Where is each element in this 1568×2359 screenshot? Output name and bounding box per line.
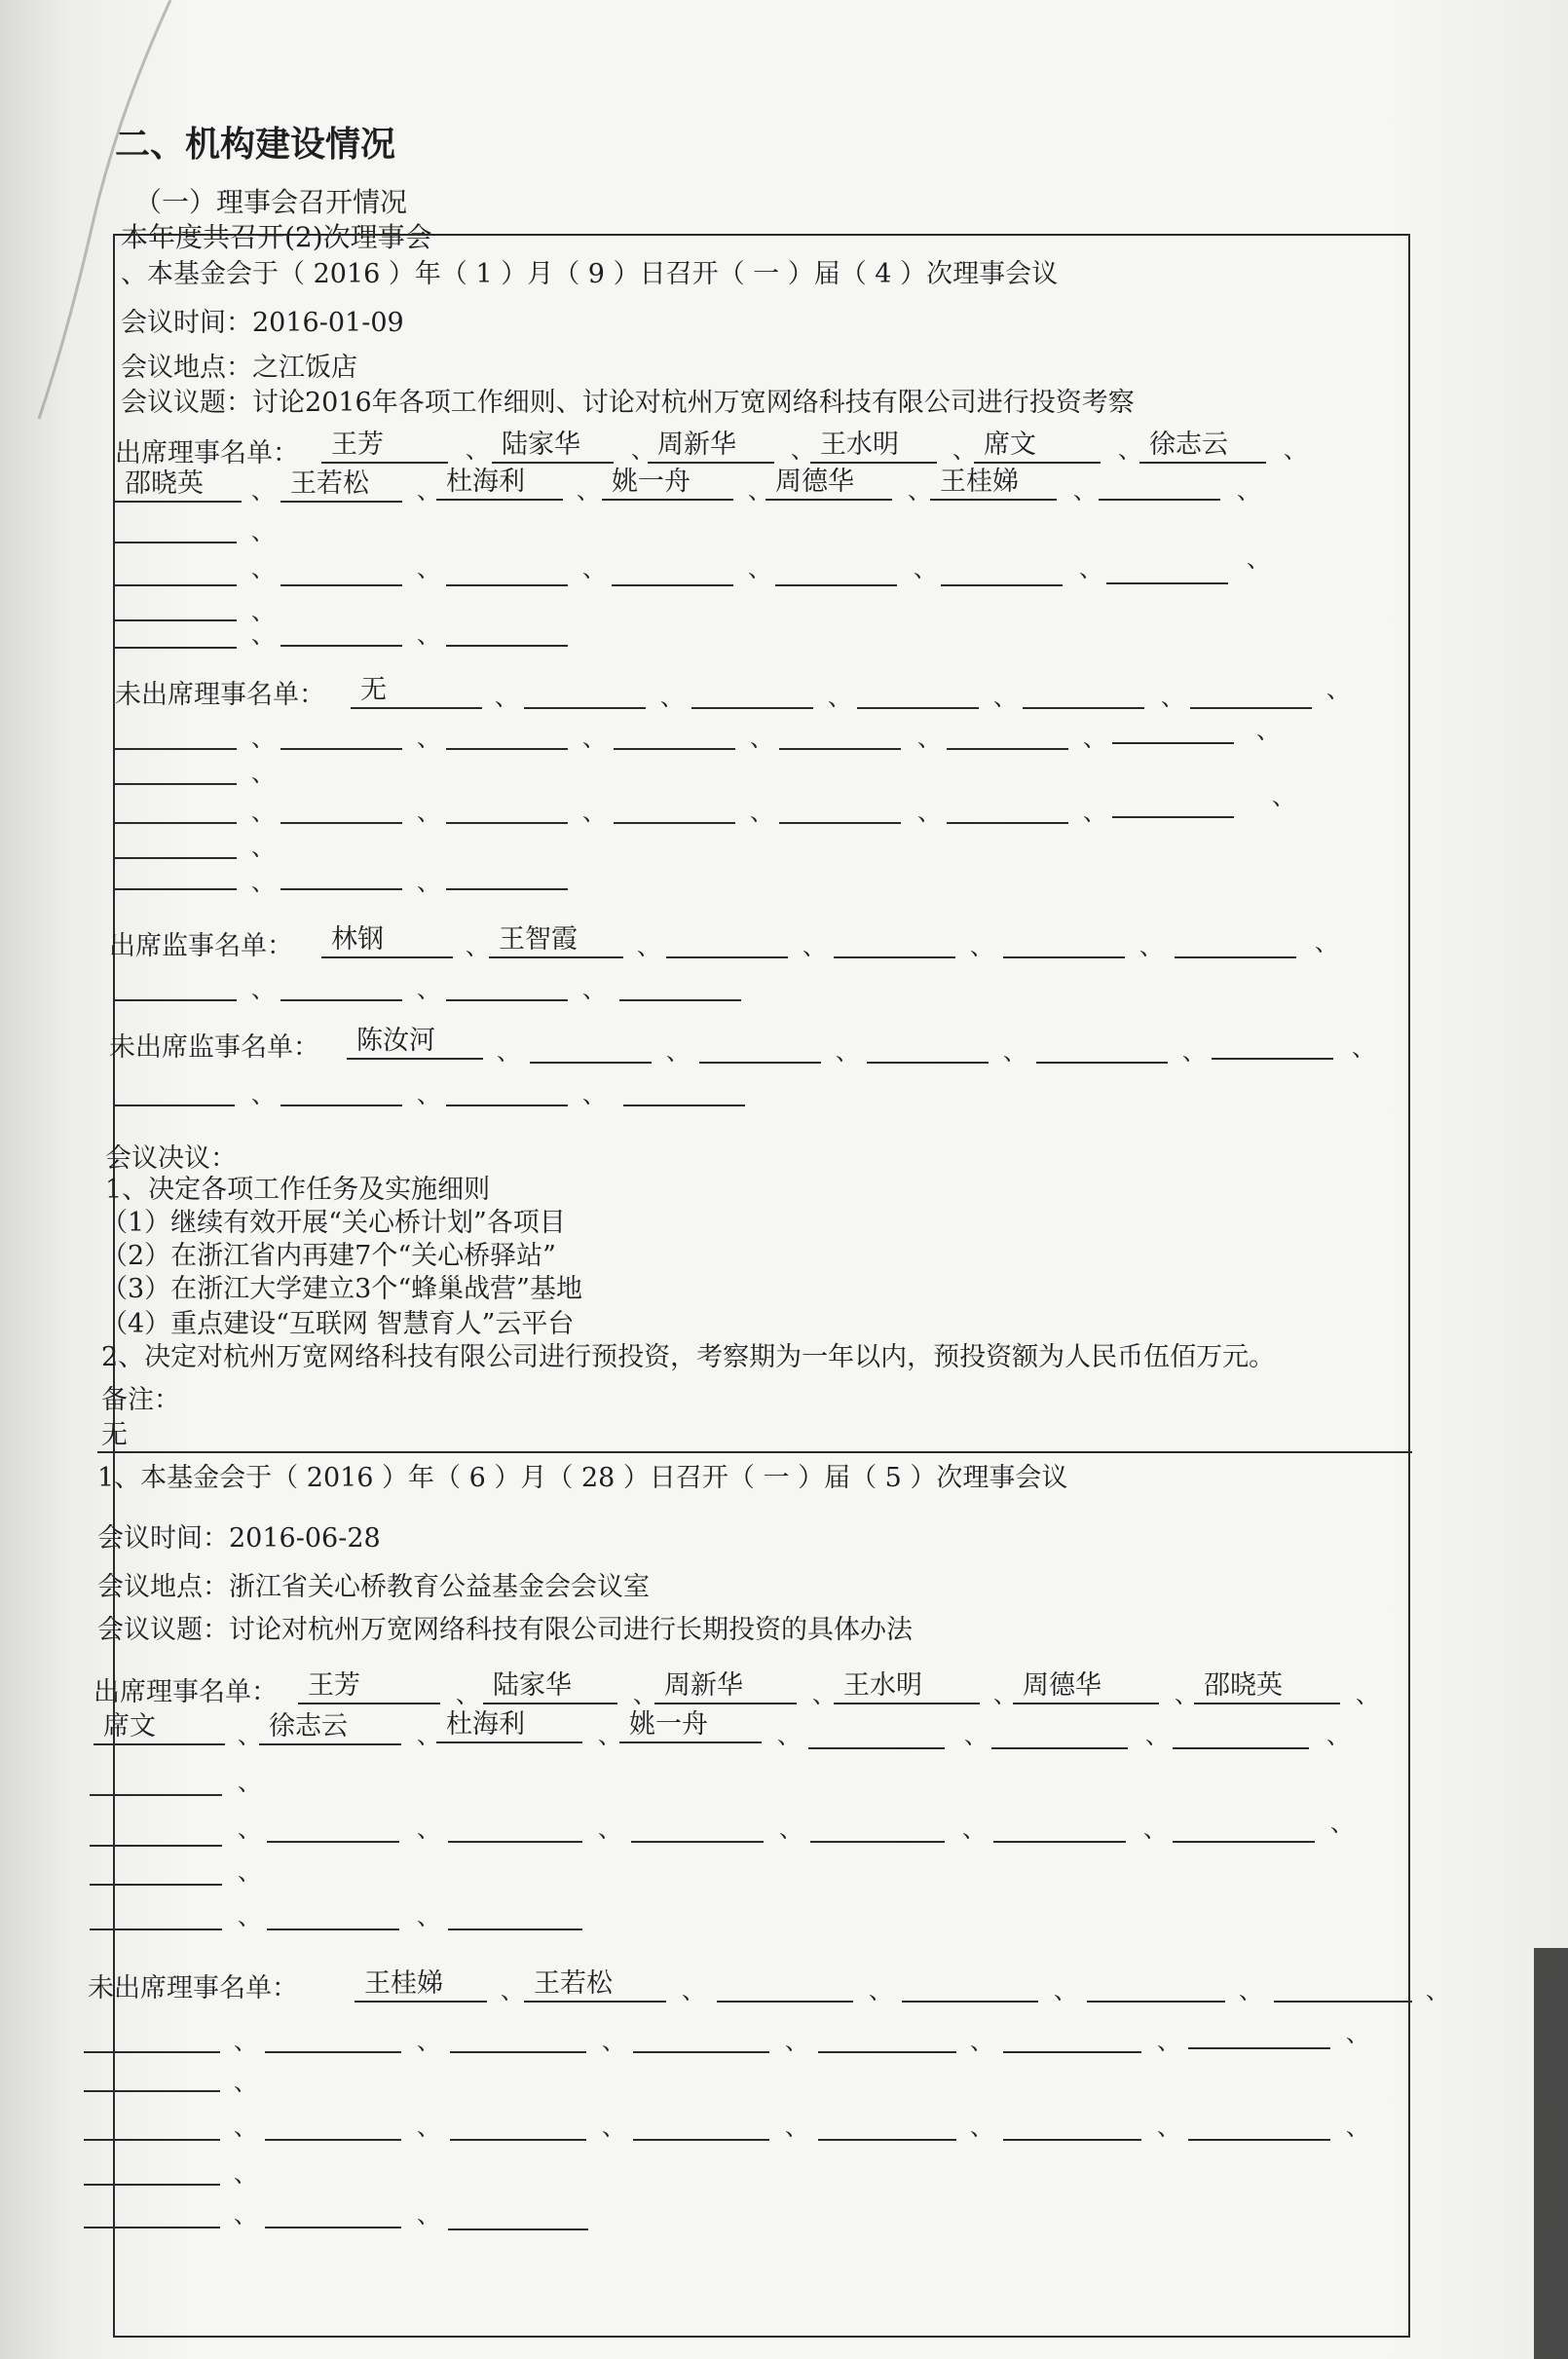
- list-separator: 、: [1118, 436, 1141, 464]
- present-director-name: 姚一舟: [602, 466, 733, 501]
- section-title: 二、机构建设情况: [115, 124, 396, 165]
- list-separator: 、: [1346, 2114, 1369, 2141]
- present-director-name: 王若松: [280, 468, 402, 503]
- meeting-1-present-supervisors-label: 出席监事名单：: [109, 931, 293, 961]
- empty-blank: [991, 1714, 1128, 1749]
- empty-blank: [84, 2057, 220, 2092]
- empty-blank: [448, 2195, 588, 2230]
- empty-blank: [1175, 923, 1296, 958]
- list-separator: 、: [466, 436, 489, 464]
- empty-blank: [448, 1895, 582, 1930]
- empty-blank: [699, 1029, 821, 1064]
- list-separator: 、: [417, 1722, 440, 1749]
- list-separator: 、: [660, 684, 684, 711]
- list-separator: 、: [1272, 783, 1295, 810]
- empty-blank: [446, 612, 568, 647]
- list-separator: 、: [417, 725, 440, 752]
- empty-blank: [115, 789, 237, 824]
- list-separator: 、: [1239, 1977, 1262, 2004]
- empty-blank: [115, 966, 237, 1001]
- empty-blank: [612, 551, 733, 586]
- empty-blank: [993, 1808, 1126, 1843]
- list-separator: 、: [238, 1858, 261, 1886]
- present-director-name: 邵晓英: [115, 468, 242, 503]
- empty-blank: [446, 551, 568, 586]
- list-separator: 、: [1330, 1810, 1354, 1837]
- list-separator: 、: [1079, 555, 1102, 582]
- list-separator: 、: [251, 834, 275, 861]
- present-director-name: 王水明: [810, 429, 937, 464]
- empty-blank: [84, 2151, 220, 2186]
- empty-blank: [947, 715, 1068, 750]
- list-separator: 、: [750, 725, 773, 752]
- empty-blank: [1003, 2018, 1141, 2053]
- list-separator: 、: [417, 1903, 440, 1930]
- empty-blank: [280, 966, 402, 1001]
- list-separator: 、: [1143, 1816, 1167, 1843]
- list-separator: 、: [1237, 477, 1260, 505]
- list-separator: 、: [582, 725, 606, 752]
- empty-blank: [1190, 674, 1312, 709]
- absent-director-name: 无: [351, 674, 482, 709]
- list-separator: 、: [417, 976, 440, 1003]
- meeting-1-resolution-label: 会议决议：: [105, 1143, 237, 1174]
- meeting-2-time: 会议时间：2016-06-28: [97, 1523, 381, 1554]
- empty-blank: [666, 923, 788, 958]
- present-director-name: 姚一舟: [619, 1708, 762, 1743]
- present-director-name: 杜海利: [436, 1708, 582, 1743]
- list-separator: 、: [748, 555, 771, 582]
- empty-blank: [115, 824, 237, 859]
- list-separator: 、: [582, 1081, 606, 1108]
- empty-blank: [524, 674, 646, 709]
- empty-blank: [1173, 1714, 1309, 1749]
- list-separator: 、: [251, 477, 275, 505]
- empty-blank: [280, 855, 402, 890]
- list-separator: 、: [952, 436, 976, 464]
- empty-blank: [1112, 783, 1234, 818]
- empty-blank: [115, 551, 237, 586]
- list-separator: 、: [1326, 676, 1350, 703]
- list-separator: 、: [238, 1903, 261, 1930]
- empty-blank: [280, 612, 402, 647]
- present-director-name: 王水明: [834, 1669, 980, 1704]
- list-separator: 、: [836, 1038, 859, 1066]
- list-separator: 、: [234, 2114, 257, 2141]
- empty-blank: [1003, 2106, 1141, 2141]
- meeting-2-present-directors-label: 出席理事名单：: [93, 1677, 278, 1707]
- empty-blank: [115, 855, 237, 890]
- list-separator: 、: [602, 2028, 625, 2055]
- present-supervisor-name: 王智霞: [489, 923, 623, 958]
- list-separator: 、: [598, 1722, 621, 1749]
- list-separator: 、: [1145, 1722, 1169, 1749]
- list-separator: 、: [1256, 717, 1280, 744]
- meeting-count-summary: 本年度共召开(2)次理事会: [121, 221, 432, 253]
- list-separator: 、: [750, 799, 773, 826]
- empty-blank: [1274, 1967, 1412, 2003]
- list-separator: 、: [779, 1816, 803, 1843]
- empty-blank: [810, 1808, 945, 1843]
- empty-blank: [902, 1967, 1038, 2003]
- empty-blank: [530, 1029, 652, 1064]
- empty-blank: [818, 2018, 956, 2053]
- absent-supervisor-name: 陈汝河: [347, 1025, 483, 1060]
- empty-blank: [115, 614, 237, 649]
- list-separator: 、: [633, 1681, 656, 1708]
- list-separator: 、: [417, 1081, 440, 1108]
- list-separator: 、: [251, 1081, 275, 1108]
- present-director-name: 徐志云: [259, 1710, 401, 1745]
- resolution-item: （2）在浙江省内再建7个“关心桥驿站”: [101, 1241, 556, 1271]
- empty-blank: [450, 2018, 586, 2053]
- list-separator: 、: [251, 799, 275, 826]
- list-separator: 、: [251, 598, 275, 625]
- empty-blank: [280, 715, 402, 750]
- list-separator: 、: [1083, 725, 1106, 752]
- present-director-name: 王芳: [321, 429, 448, 464]
- present-director-name: 徐志云: [1139, 429, 1266, 464]
- list-separator: 、: [1247, 545, 1270, 573]
- empty-blank: [1087, 1967, 1225, 2003]
- list-separator: 、: [234, 2069, 257, 2096]
- empty-blank: [90, 1851, 222, 1886]
- absent-director-name: 王桂娣: [355, 1967, 487, 2003]
- list-separator: 、: [1175, 1681, 1198, 1708]
- list-separator: 、: [238, 1769, 261, 1796]
- empty-blank: [1003, 923, 1125, 958]
- list-separator: 、: [234, 2028, 257, 2055]
- list-separator: 、: [1346, 2020, 1369, 2047]
- list-separator: 、: [417, 477, 440, 505]
- resolution-item: 1、决定各项工作任务及实施细则: [105, 1175, 491, 1205]
- present-supervisor-name: 林钢: [321, 923, 453, 958]
- present-director-name: 陆家华: [492, 429, 614, 464]
- empty-blank: [623, 1071, 745, 1106]
- list-separator: 、: [748, 477, 771, 505]
- empty-blank: [446, 715, 568, 750]
- list-separator: 、: [1326, 1722, 1350, 1749]
- list-separator: 、: [1157, 2114, 1180, 2141]
- list-separator: 、: [582, 555, 606, 582]
- empty-blank: [448, 1808, 582, 1843]
- list-separator: 、: [495, 684, 518, 711]
- meeting-1-remark: 无: [101, 1420, 128, 1450]
- list-separator: 、: [417, 1816, 440, 1843]
- list-separator: 、: [1284, 436, 1307, 464]
- list-separator: 、: [828, 684, 851, 711]
- empty-blank: [84, 2193, 220, 2228]
- empty-blank: [115, 750, 237, 785]
- list-separator: 、: [666, 1038, 690, 1066]
- meeting-2-place: 会议地点：浙江省关心桥教育公益基金会会议室: [97, 1572, 650, 1602]
- present-director-name: 席文: [974, 429, 1101, 464]
- list-separator: 、: [251, 518, 275, 545]
- list-separator: 、: [962, 1816, 986, 1843]
- list-separator: 、: [251, 621, 275, 649]
- present-director-name: 王桂娣: [930, 466, 1057, 501]
- list-separator: 、: [238, 1722, 261, 1749]
- meeting-2-heading: 1、本基金会于（ 2016 ）年（ 6 ）月（ 28 ）日召开（ 一 ）届（ 5 ）次理事会议: [97, 1463, 1068, 1493]
- empty-blank: [446, 789, 568, 824]
- list-separator: 、: [914, 555, 937, 582]
- list-separator: 、: [1083, 799, 1106, 826]
- present-director-name: 杜海利: [436, 466, 563, 501]
- list-separator: 、: [993, 1681, 1017, 1708]
- list-separator: 、: [577, 477, 600, 505]
- empty-blank: [113, 1071, 235, 1106]
- absent-director-name: 王若松: [524, 1967, 666, 2003]
- list-separator: 、: [417, 555, 440, 582]
- list-separator: 、: [1315, 929, 1338, 956]
- meeting-1-topic: 会议议题：讨论2016年各项工作细则、讨论对杭州万宽网络科技有限公司进行投资考察: [121, 388, 1135, 418]
- empty-blank: [775, 551, 897, 586]
- empty-blank: [280, 551, 402, 586]
- empty-blank: [691, 674, 813, 709]
- empty-blank: [1173, 1808, 1315, 1843]
- empty-blank: [941, 551, 1063, 586]
- present-director-name: 周新华: [654, 1669, 797, 1704]
- empty-blank: [280, 789, 402, 824]
- empty-blank: [614, 715, 735, 750]
- empty-blank: [84, 2106, 220, 2141]
- empty-blank: [265, 2193, 401, 2228]
- list-separator: 、: [1157, 2028, 1180, 2055]
- list-separator: 、: [993, 684, 1017, 711]
- list-separator: 、: [251, 760, 275, 787]
- resolution-item: （3）在浙江大学建立3个“蜂巢战营”基地: [101, 1274, 582, 1304]
- empty-blank: [450, 2106, 586, 2141]
- resolution-item: （1）继续有效开展“关心桥计划”各项目: [101, 1208, 566, 1238]
- meeting-1-heading: 、本基金会于（ 2016 ）年（ 1 ）月（ 9 ）日召开（ 一 ）届（ 4 ）次理事会议: [121, 259, 1059, 289]
- empty-blank: [947, 789, 1068, 824]
- empty-blank: [857, 674, 979, 709]
- list-separator: 、: [251, 869, 275, 896]
- list-separator: 、: [234, 2201, 257, 2228]
- list-separator: 、: [908, 477, 931, 505]
- list-separator: 、: [637, 933, 660, 960]
- list-separator: 、: [1003, 1038, 1027, 1066]
- list-separator: 、: [598, 1816, 621, 1843]
- present-director-name: 邵晓英: [1194, 1669, 1340, 1704]
- list-separator: 、: [602, 2114, 625, 2141]
- empty-blank: [90, 1895, 222, 1930]
- list-separator: 、: [917, 725, 941, 752]
- empty-blank: [1212, 1025, 1333, 1060]
- meeting-1-time: 会议时间：2016-01-09: [121, 308, 404, 338]
- meeting-1-place: 会议地点：之江饭店: [121, 353, 357, 383]
- list-separator: 、: [785, 2028, 808, 2055]
- meeting-1-absent-directors-label: 未出席理事名单：: [115, 680, 325, 710]
- list-separator: 、: [631, 436, 654, 464]
- empty-blank: [446, 855, 568, 890]
- list-separator: 、: [417, 621, 440, 649]
- meeting-1-absent-supervisors-label: 未出席监事名单：: [109, 1032, 319, 1063]
- list-separator: 、: [582, 799, 606, 826]
- empty-blank: [779, 715, 901, 750]
- empty-blank: [265, 2018, 401, 2053]
- empty-blank: [779, 789, 901, 824]
- list-separator: 、: [456, 1681, 479, 1708]
- empty-blank: [1036, 1029, 1168, 1064]
- list-separator: 、: [417, 2201, 440, 2228]
- list-separator: 、: [234, 2160, 257, 2188]
- list-separator: 、: [1073, 477, 1097, 505]
- resolution-item: 2、决定对杭州万宽网络科技有限公司进行预投资，考察期为一年以内，预投资额为人民币伍佰万元。: [101, 1342, 1276, 1372]
- empty-blank: [1188, 2014, 1330, 2049]
- list-separator: 、: [1139, 933, 1163, 960]
- empty-blank: [808, 1714, 945, 1749]
- list-separator: 、: [803, 933, 826, 960]
- empty-blank: [84, 2018, 220, 2053]
- empty-blank: [115, 715, 237, 750]
- list-separator: 、: [251, 725, 275, 752]
- empty-blank: [1188, 2106, 1330, 2141]
- empty-blank: [115, 508, 237, 543]
- empty-blank: [834, 923, 955, 958]
- empty-blank: [717, 1967, 853, 2003]
- list-separator: 、: [1054, 1977, 1077, 2004]
- empty-blank: [614, 789, 735, 824]
- present-director-name: 周新华: [648, 429, 774, 464]
- list-separator: 、: [251, 976, 275, 1003]
- resolution-item: （4）重点建设“互联网 智慧育人”云平台: [101, 1309, 575, 1339]
- empty-blank: [1106, 549, 1228, 584]
- present-director-name: 周德华: [1013, 1669, 1159, 1704]
- empty-blank: [267, 1895, 399, 1930]
- list-separator: 、: [497, 1038, 520, 1066]
- list-separator: 、: [1161, 684, 1184, 711]
- empty-blank: [818, 2106, 956, 2141]
- list-separator: 、: [417, 869, 440, 896]
- list-separator: 、: [970, 2114, 993, 2141]
- list-separator: 、: [812, 1681, 836, 1708]
- empty-blank: [265, 2106, 401, 2141]
- list-separator: 、: [417, 2028, 440, 2055]
- list-separator: 、: [869, 1977, 892, 2004]
- empty-blank: [90, 1812, 222, 1847]
- empty-blank: [1099, 466, 1220, 501]
- empty-blank: [633, 2018, 769, 2053]
- empty-blank: [90, 1761, 222, 1796]
- meeting-1-present-directors-label: 出席理事名单：: [115, 438, 299, 468]
- meeting-1-remark-label: 备注：: [101, 1385, 180, 1415]
- meeting-separator: [97, 1451, 1412, 1453]
- list-separator: 、: [1352, 1034, 1375, 1062]
- list-separator: 、: [501, 1977, 524, 2004]
- empty-blank: [1023, 674, 1144, 709]
- list-separator: 、: [777, 1722, 801, 1749]
- list-separator: 、: [238, 1816, 261, 1843]
- list-separator: 、: [682, 1977, 705, 2004]
- list-separator: 、: [417, 799, 440, 826]
- empty-blank: [633, 2106, 769, 2141]
- list-separator: 、: [970, 2028, 993, 2055]
- list-separator: 、: [1356, 1681, 1379, 1708]
- meeting-2-absent-directors-label: 未出席理事名单：: [88, 1973, 298, 2003]
- list-separator: 、: [466, 933, 489, 960]
- meeting-2-topic: 会议议题：讨论对杭州万宽网络科技有限公司进行长期投资的具体办法: [97, 1615, 913, 1645]
- empty-blank: [619, 966, 741, 1001]
- empty-blank: [631, 1808, 764, 1843]
- empty-blank: [280, 1071, 402, 1106]
- list-separator: 、: [251, 555, 275, 582]
- present-director-name: 席文: [93, 1710, 225, 1745]
- subsection-title: （一）理事会召开情况: [134, 186, 408, 218]
- list-separator: 、: [582, 976, 606, 1003]
- present-director-name: 陆家华: [483, 1669, 617, 1704]
- empty-blank: [1112, 709, 1234, 744]
- list-separator: 、: [917, 799, 941, 826]
- present-director-name: 王芳: [298, 1669, 440, 1704]
- empty-blank: [446, 1071, 568, 1106]
- list-separator: 、: [417, 2114, 440, 2141]
- present-director-name: 周德华: [765, 466, 892, 501]
- list-separator: 、: [791, 436, 814, 464]
- list-separator: 、: [1182, 1038, 1206, 1066]
- empty-blank: [446, 966, 568, 1001]
- list-separator: 、: [964, 1722, 988, 1749]
- empty-blank: [867, 1029, 989, 1064]
- empty-blank: [267, 1808, 399, 1843]
- list-separator: 、: [785, 2114, 808, 2141]
- list-separator: 、: [1426, 1977, 1449, 2004]
- list-separator: 、: [970, 933, 993, 960]
